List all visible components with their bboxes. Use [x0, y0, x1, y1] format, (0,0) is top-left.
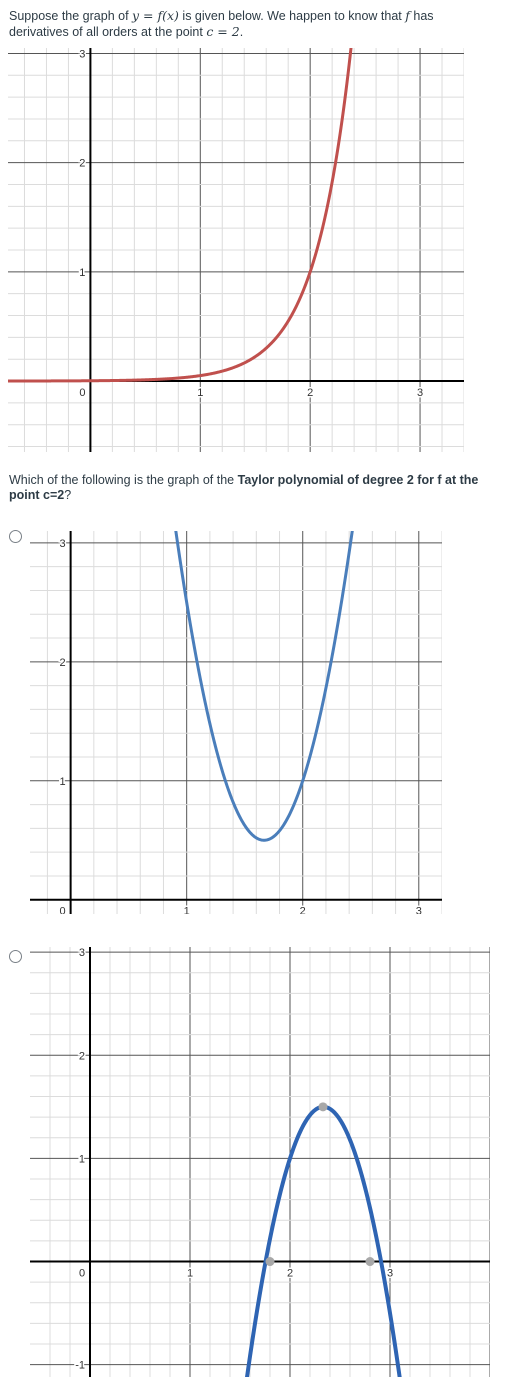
y-tick-label: 2 — [59, 656, 66, 669]
series-curve — [8, 48, 464, 381]
question-text-2: ? — [64, 488, 72, 502]
y-tick-label: 1 — [59, 775, 66, 788]
y-tick-label: 3 — [79, 48, 86, 61]
option-2-radio[interactable] — [9, 950, 22, 963]
y-tick-label: 3 — [78, 947, 85, 960]
y-tick-label: -1 — [75, 1359, 85, 1372]
key-point — [366, 1257, 375, 1266]
intro-text-4: . — [239, 25, 244, 39]
option-1-graph[interactable] — [30, 531, 442, 914]
x-tick-label: 1 — [183, 905, 190, 914]
key-point — [266, 1257, 275, 1266]
intro-math-3: c = 2 — [206, 24, 240, 39]
intro-text-2: is given below. We happen to know that — [178, 9, 406, 23]
y-tick-label: 1 — [78, 1153, 85, 1166]
question-text — [9, 473, 499, 503]
x-tick-label: 0 — [78, 1267, 86, 1280]
question-text-1: Which of the following is the graph of the — [9, 473, 238, 487]
option-2-graph[interactable] — [30, 947, 490, 1377]
intro-text-1: Suppose the graph of — [9, 9, 133, 23]
intro-math-1: y = f(x) — [132, 8, 179, 23]
option-1-radio[interactable] — [9, 530, 22, 543]
problem-statement — [9, 8, 489, 40]
intro-text-3: has derivatives of all orders at the point — [9, 9, 434, 39]
y-tick-label: 2 — [78, 1050, 85, 1063]
x-tick-label: 2 — [286, 1267, 294, 1280]
y-tick-label: 1 — [79, 266, 86, 279]
y-tick-label: 2 — [79, 157, 86, 170]
x-tick-label: 3 — [416, 387, 424, 400]
x-tick-label: 3 — [415, 905, 422, 914]
x-tick-label: 1 — [186, 1267, 194, 1280]
intro-math-2: f — [405, 8, 410, 23]
x-tick-label: 0 — [59, 905, 66, 914]
question-emphasis: Taylor polynomial of degree 2 for f at the point c=2 — [9, 473, 479, 502]
x-tick-label: 0 — [79, 387, 86, 400]
y-tick-label: 3 — [59, 537, 66, 550]
x-tick-label: 2 — [307, 387, 314, 400]
x-tick-label: 2 — [299, 905, 306, 914]
series-curve — [30, 1107, 490, 1377]
key-point — [319, 1102, 328, 1111]
x-tick-label: 1 — [197, 387, 204, 400]
function-graph — [8, 48, 464, 452]
x-tick-label: 3 — [386, 1267, 394, 1280]
